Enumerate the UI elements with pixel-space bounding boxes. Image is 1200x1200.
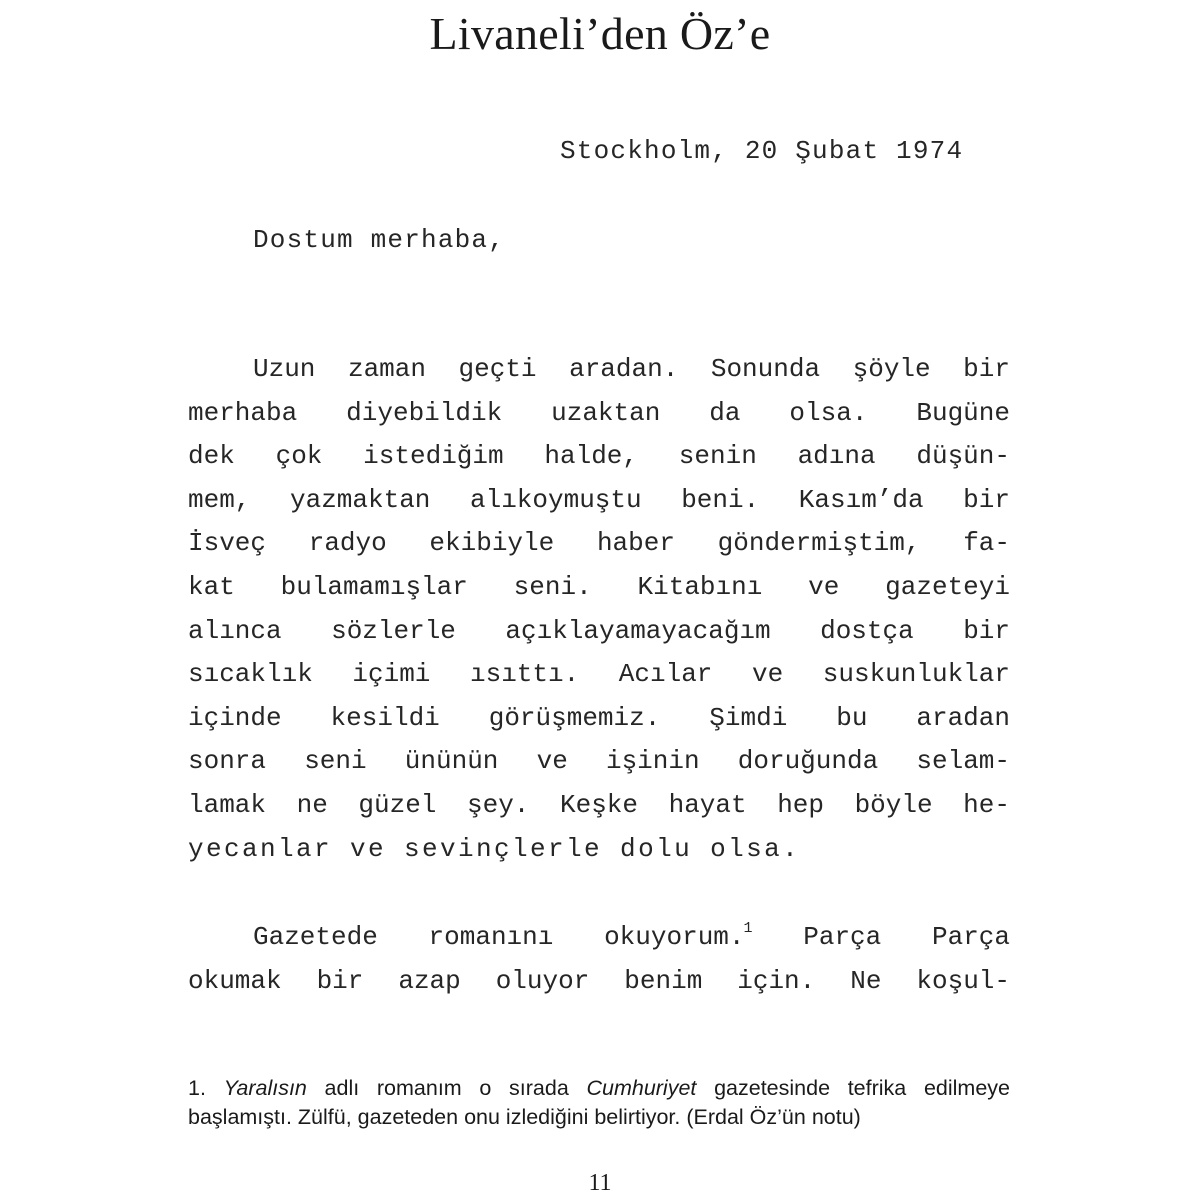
letter-dateline: Stockholm, 20 Şubat 1974 [560,136,964,166]
page-number: 11 [588,1170,612,1196]
paragraph-line: lamak ne güzel şey. Keşke hayat hep böyle he- [188,789,1010,820]
footnote-novel-title: Yaralısın [223,1076,307,1100]
paragraph-line: okumak bir azap oluyor benim için. Ne koşul- [188,965,1010,996]
paragraph-line: içinde kesildi görüşmemiz. Şimdi bu aradan [188,702,1010,733]
footnote-line [188,1074,1010,1103]
paragraph-text: Parça Parça [752,922,1010,952]
footnote-reference-mark[interactable]: 1 [743,920,753,937]
footnote-text: adlı romanım o sırada [306,1076,587,1100]
paragraph-line: sonra seni ününün ve işinin doruğunda selam- [188,746,1010,777]
page-title: Livaneli’den Öz’e [429,8,771,59]
paragraph-line: kat bulamamışlar seni. Kitabını ve gazeteyi [188,571,1010,602]
paragraph-line: yecanlar ve sevinçlerle dolu olsa. [188,833,801,864]
footnote-newspaper-name: Cumhuriyet [586,1076,697,1100]
paragraph-line [188,916,1010,960]
paragraph-line: mem, yazmaktan alıkoymuştu beni. Kasım’da bir [188,484,1010,515]
paragraph-line: alınca sözlerle açıklayamayacağım dostça bir [188,615,1010,646]
footnote-text: gazetesinde tefrika edilmeye [696,1076,1010,1100]
paragraph-line: merhaba diyebildik uzaktan da olsa. Bugüne [188,397,1010,428]
letter-salutation: Dostum merhaba, [253,225,506,255]
paragraph-line: İsveç radyo ekibiyle haber göndermiştim, fa- [188,528,1010,559]
footnote [188,1074,1010,1132]
paragraph-text: Gazetede romanını okuyorum. [253,922,745,952]
paragraph-line: dek çok istediğim halde, senin adına düşün- [188,441,1010,472]
letter-paragraph-2 [188,916,1010,1003]
footnote-line: başlamıştı. Zülfü, gazeteden onu izlediğini belirtiyor. (Erdal Öz’ün notu) [188,1105,861,1129]
letter-paragraph-1 [188,348,1010,871]
footnote-number: 1. [188,1076,206,1100]
paragraph-line: sıcaklık içimi ısıttı. Acılar ve suskunluklar [188,659,1010,690]
paragraph-line: Uzun zaman geçti aradan. Sonunda şöyle bir [253,354,1010,384]
